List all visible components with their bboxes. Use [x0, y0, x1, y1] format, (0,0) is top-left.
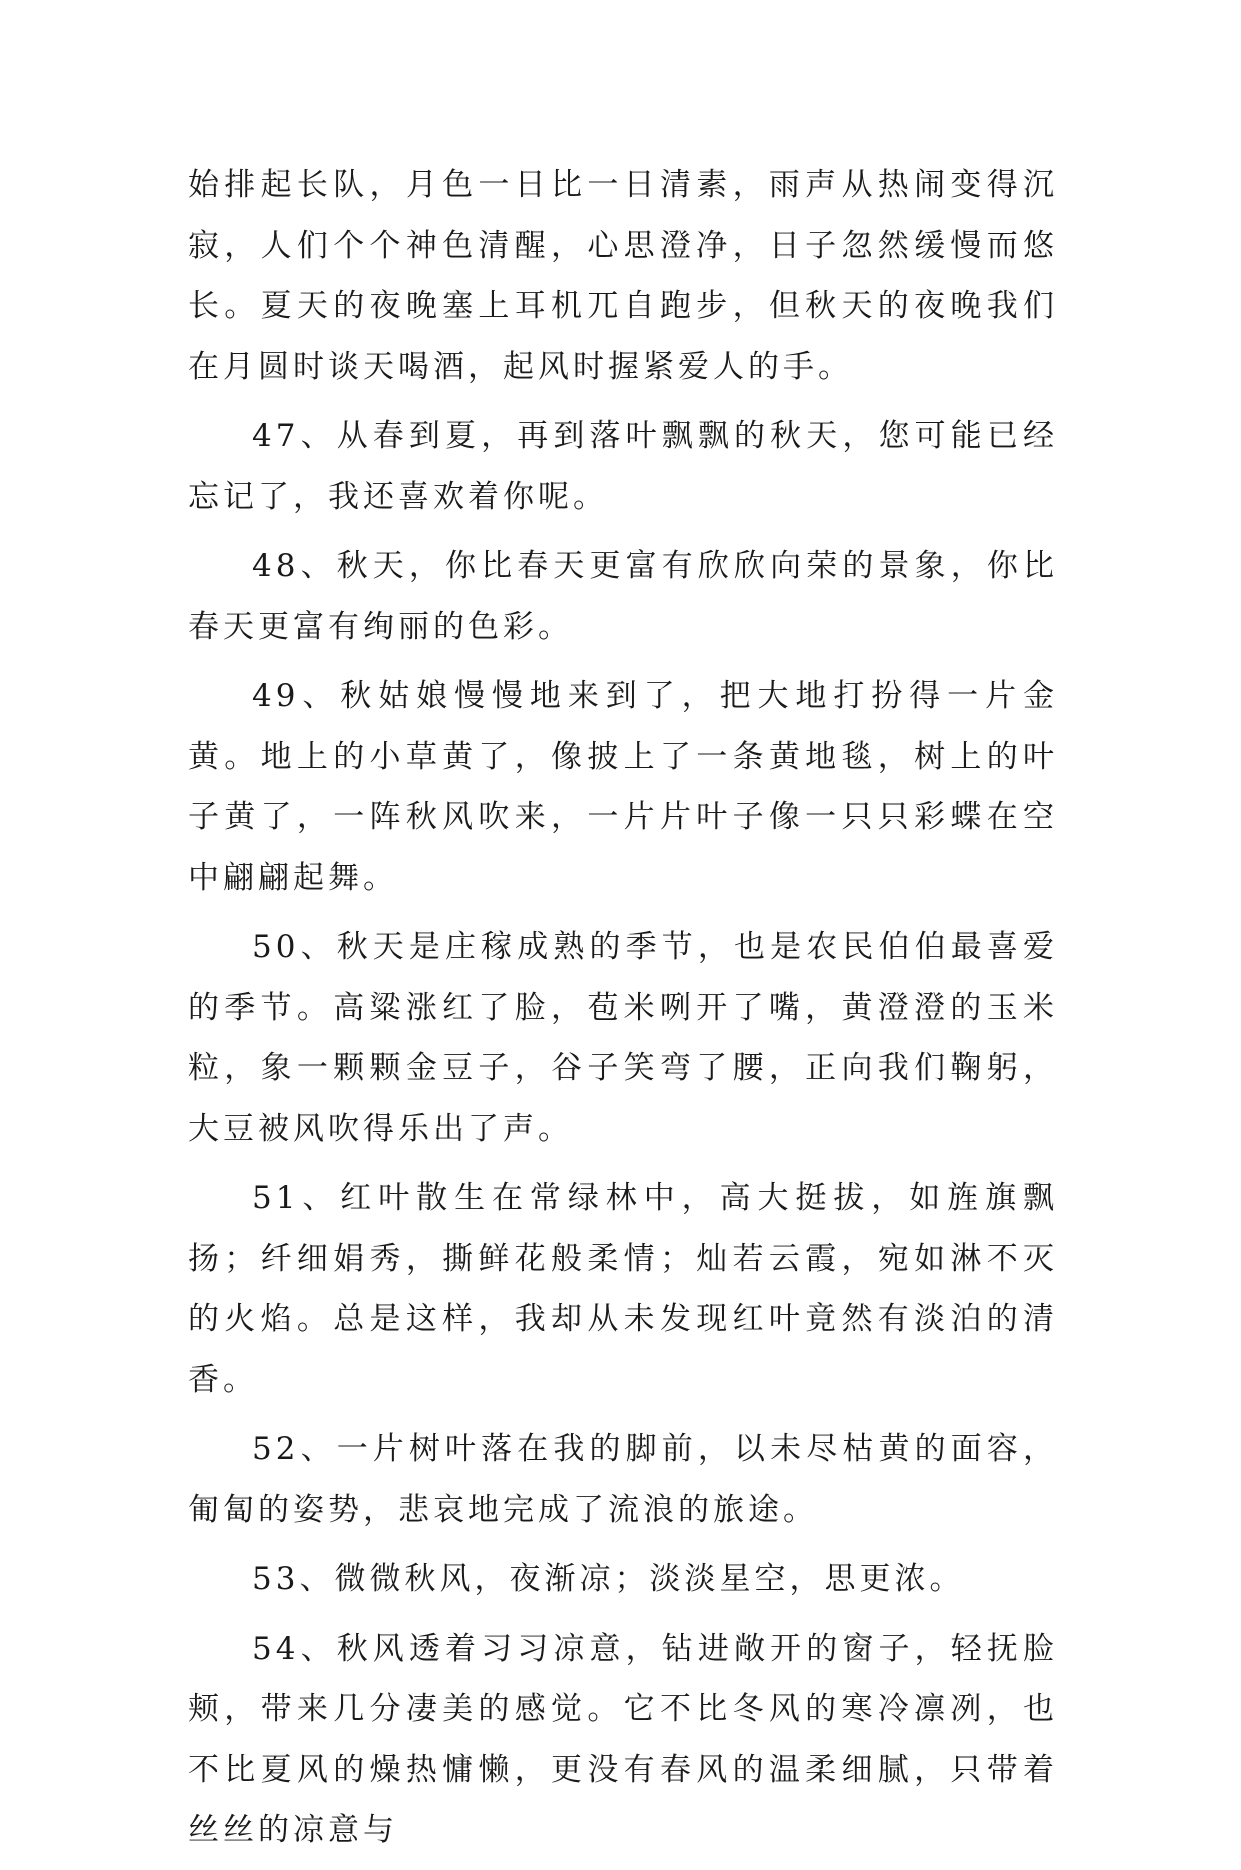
paragraph-52: 52、一片树叶落在我的脚前，以未尽枯黄的面容，匍匐的姿势，悲哀地完成了流浪的旅途。	[188, 1431, 1058, 1528]
paragraph-53: 53、微微秋风，夜渐凉；淡淡星空，思更浓。	[252, 1561, 965, 1597]
document-body	[188, 155, 1058, 1870]
paragraph-continuation: 始排起长队，月色一日比一日清素，雨声从热闹变得沉寂，人们个个神色清醒，心思澄净，日子忽然缓慢而悠长。夏天的夜晚塞上耳机兀自跑步，但秋天的夜晚我们在月圆时谈天喝酒，起风时握紧爱人的手。	[188, 167, 1058, 385]
paragraph-54: 54、秋风透着习习凉意，钻进敞开的窗子，轻抚脸颊，带来几分凄美的感觉。它不比冬风的寒冷凛冽，也不比夏风的燥热慵懒，更没有春风的温柔细腻，只带着丝丝的凉意与	[188, 1630, 1058, 1848]
paragraph-48: 48、秋天，你比春天更富有欣欣向荣的景象，你比春天更富有绚丽的色彩。	[188, 548, 1058, 645]
paragraph-51: 51、红叶散生在常绿林中，高大挺拔，如旌旗飘扬；纤细娟秀，撕鲜花般柔情；灿若云霞，宛如淋不灭的火焰。总是这样，我却从未发现红叶竟然有淡泊的清香。	[188, 1180, 1058, 1398]
paragraph-50: 50、秋天是庄稼成熟的季节，也是农民伯伯最喜爱的季节。高粱涨红了脸，苞米咧开了嘴，黄澄澄的玉米粒，象一颗颗金豆子，谷子笑弯了腰，正向我们鞠躬，大豆被风吹得乐出了声。	[188, 929, 1058, 1147]
paragraph-47: 47、从春到夏，再到落叶飘飘的秋天，您可能已经忘记了，我还喜欢着你呢。	[188, 418, 1058, 515]
paragraph-49: 49、秋姑娘慢慢地来到了，把大地打扮得一片金黄。地上的小草黄了，像披上了一条黄地毯，树上的叶子黄了，一阵秋风吹来，一片片叶子像一只只彩蝶在空中翩翩起舞。	[188, 678, 1058, 896]
